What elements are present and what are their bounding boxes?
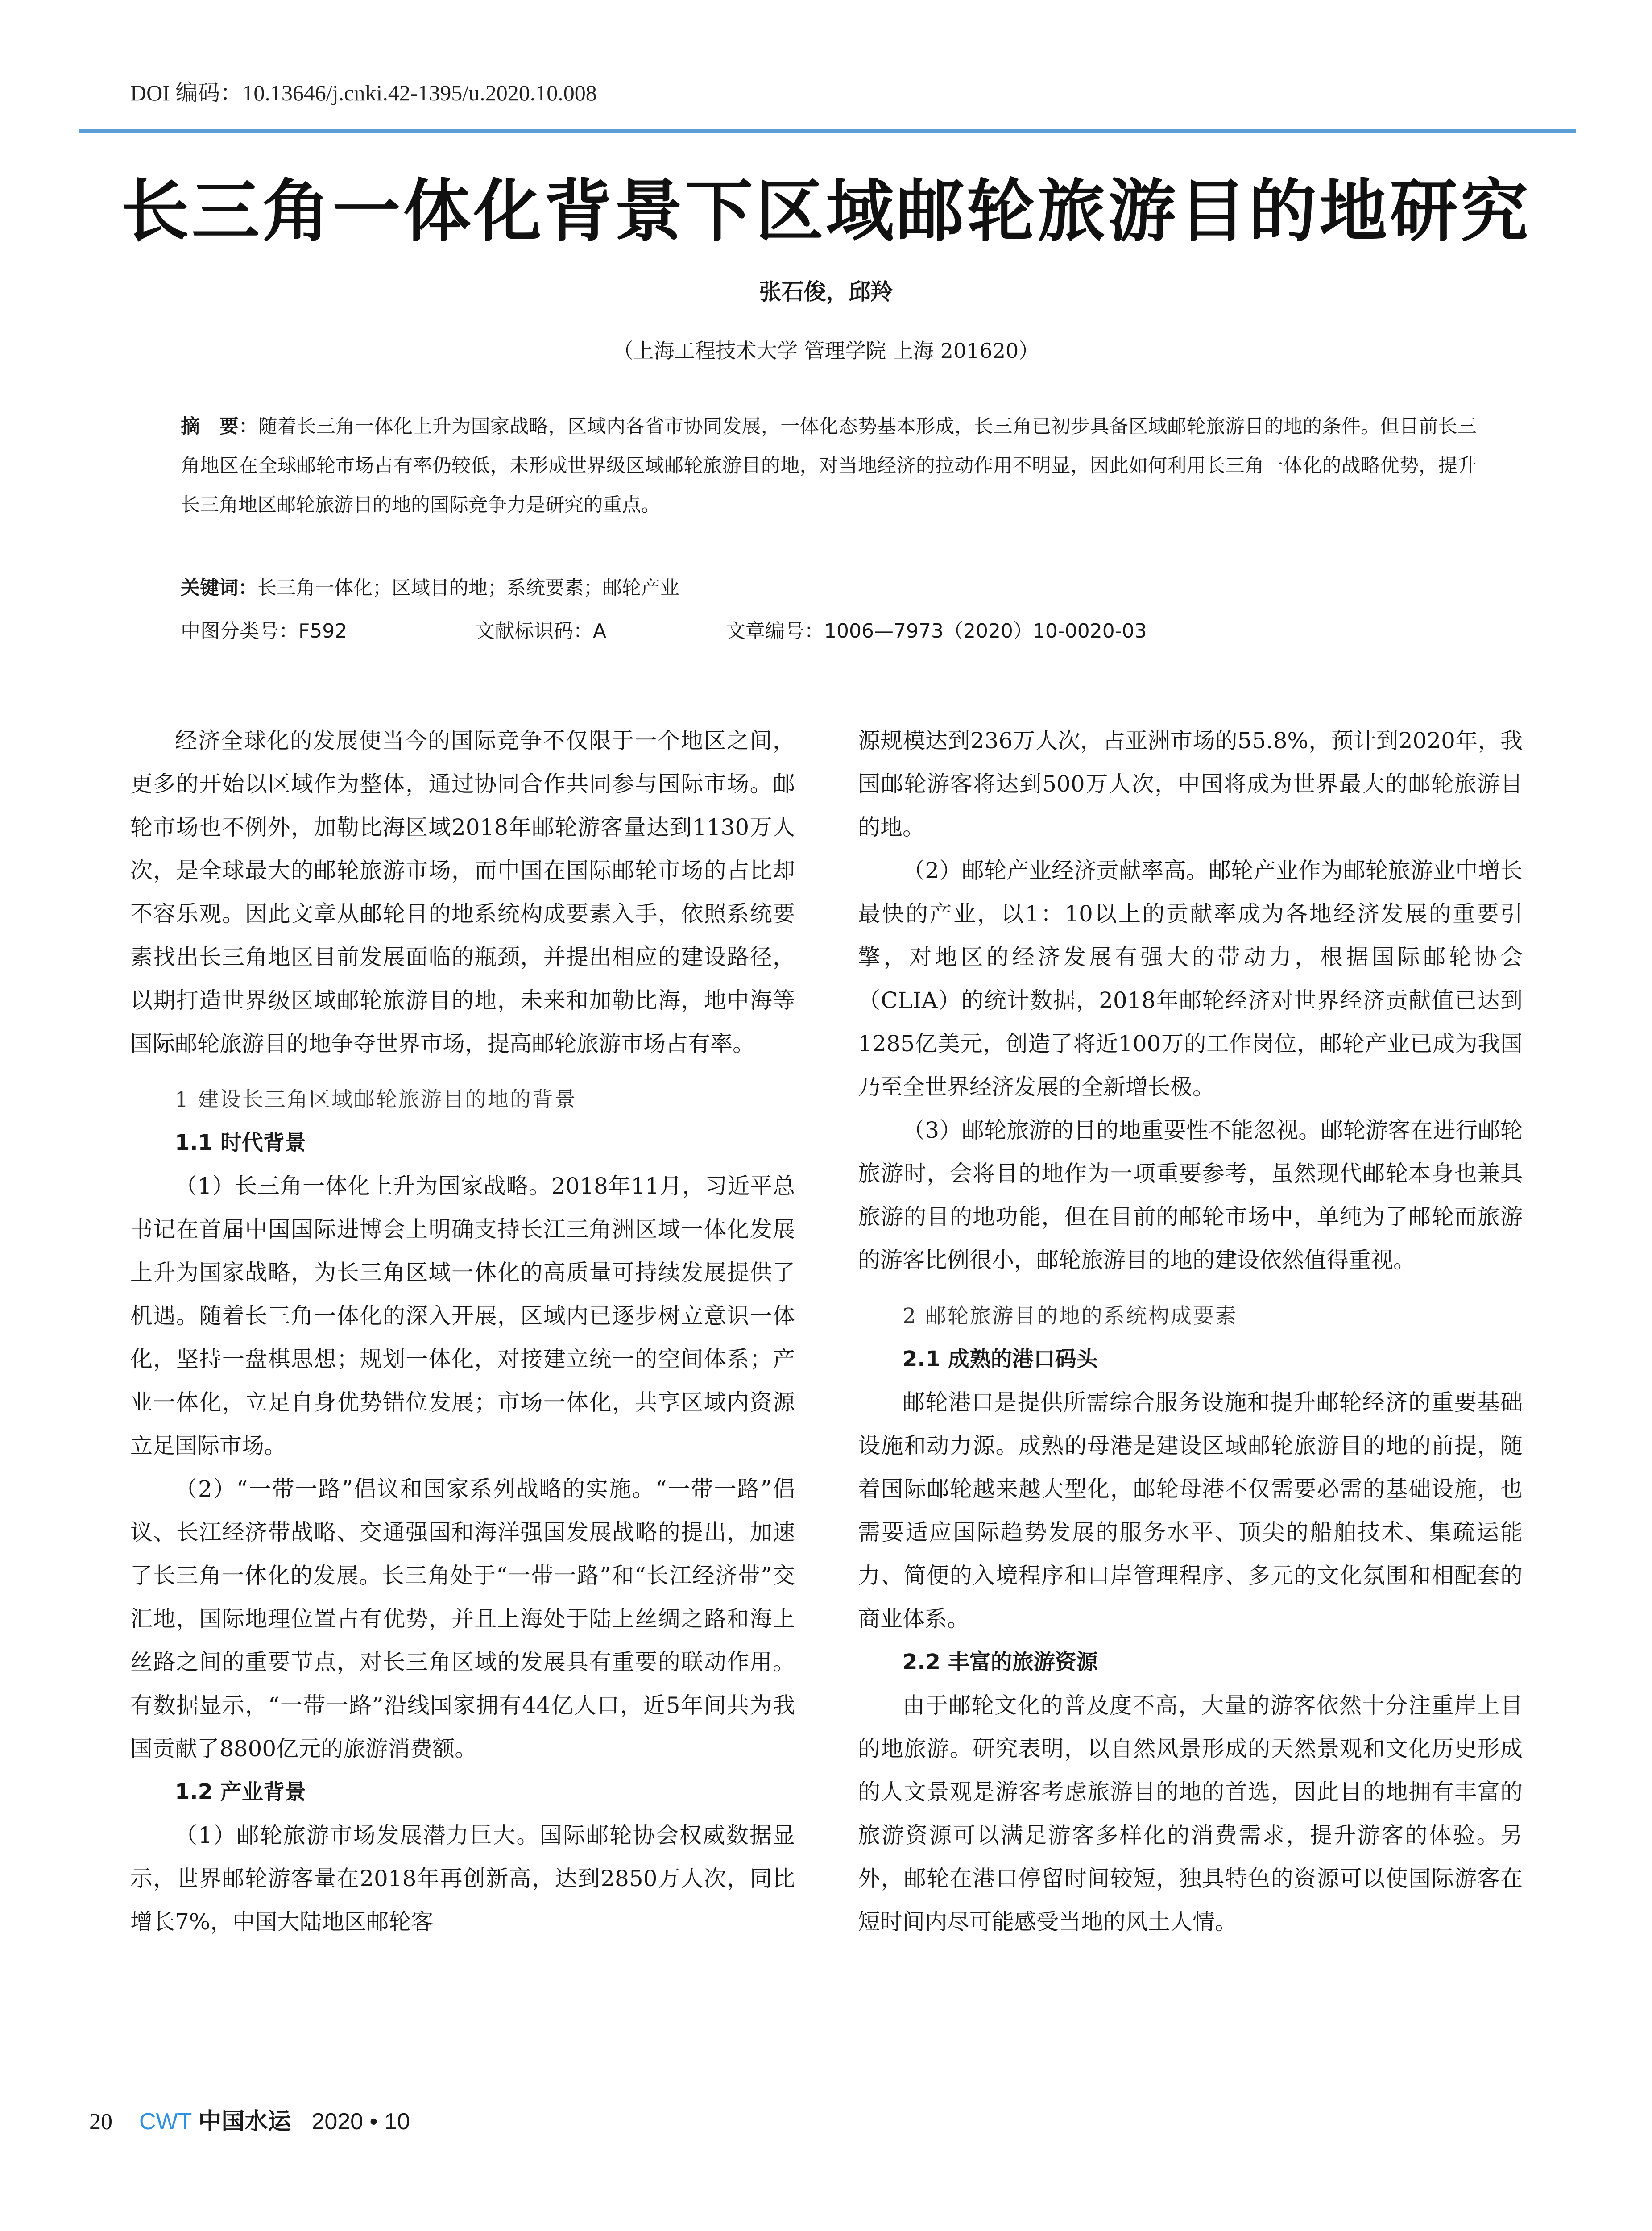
body-paragraph: （1）长三角一体化上升为国家战略。2018年11月，习近平总书记在首届中国国际进博会上明确支持长江三角洲区域一体化发展上升为国家战略，为长三角区域一体化的高质量可持续发展提供了机遇。随着长三角一体化的深入开展，区域内已逐步树立意识一体化，坚持一盘棋思想；规划一体化，对接建立统一的空间体系；产业一体化，立足自身优势错位发展；市场一体化，共享区域内资源立足国际市场。 bbox=[130, 1173, 795, 1459]
body-column-right bbox=[858, 719, 1523, 1944]
article-number: 文章编号：1006—7973（2020）10-0020-03 bbox=[726, 620, 1147, 643]
body-paragraph: （1）邮轮旅游市场发展潜力巨大。国际邮轮协会权威数据显示，世界邮轮游客量在2018年再创新高，达到2850万人次，同比增长7%，中国大陆地区邮轮客 bbox=[130, 1822, 795, 1935]
section-heading: 2 邮轮旅游目的地的系统构成要素 bbox=[903, 1304, 1238, 1328]
author-list: 张石俊，邱羚 bbox=[759, 279, 893, 305]
keywords-label: 关键词： bbox=[181, 577, 257, 599]
subsection-heading: 1.1 时代背景 bbox=[175, 1130, 306, 1155]
abstract bbox=[181, 407, 1477, 525]
page-footer bbox=[89, 2102, 410, 2136]
section-heading: 1 建设长三角区域邮轮旅游目的地的背景 bbox=[175, 1087, 577, 1112]
body-paragraph: 经济全球化的发展使当今的国际竞争不仅限于一个地区之间，更多的开始以区域作为整体，通过协同合作共同参与国际市场。邮轮市场也不例外，加勒比海区域2018年邮轮游客量达到1130万人次，是全球最大的邮轮旅游市场，而中国在国际邮轮市场的占比却不容乐观。因此文章从邮轮目的地系统构成要素入手，依照系统要素找出长三角地区目前发展面临的瓶颈，并提出相应的建设路径，以期打造世界级区域邮轮旅游目的地，未来和加勒比海，地中海等国际邮轮旅游目的地争夺世界市场，提高邮轮旅游市场占有率。 bbox=[130, 728, 795, 1057]
body-paragraph: 邮轮港口是提供所需综合服务设施和提升邮轮经济的重要基础设施和动力源。成熟的母港是建设区域邮轮旅游目的地的前提，随着国际邮轮越来越大型化，邮轮母港不仅需要必需的基础设施，也需要适应国际趋势发展的服务水平、顶尖的船舶技术、集疏运能力、简便的入境程序和口岸管理程序、多元的文化氛围和相配套的商业体系。 bbox=[858, 1389, 1523, 1632]
subsection-heading: 2.2 丰富的旅游资源 bbox=[903, 1650, 1098, 1675]
subsection-heading: 2.1 成熟的港口码头 bbox=[903, 1347, 1098, 1372]
document-code: 文献标识码：A bbox=[475, 620, 607, 643]
page-number: 20 bbox=[89, 2109, 112, 2135]
body-paragraph: （2）“一带一路”倡议和国家系列战略的实施。“一带一路”倡议、长江经济带战略、交通强国和海洋强国发展战略的提出，加速了长三角一体化的发展。长三角处于“一带一路”和“长江经济带”交汇地，国际地理位置占有优势，并且上海处于陆上丝绸之路和海上丝路之间的重要节点，对长三角区域的发展具有重要的联动作用。有数据显示，“一带一路”沿线国家拥有44亿人口，近5年间共为我国贡献了8800亿元的旅游消费额。 bbox=[130, 1476, 795, 1762]
subsection-heading: 1.2 产业背景 bbox=[175, 1779, 306, 1804]
body-paragraph: 由于邮轮文化的普及度不高，大量的游客依然十分注重岸上目的地旅游。研究表明，以自然风景形成的天然景观和文化历史形成的人文景观是游客考虑旅游目的地的首选，因此目的地拥有丰富的旅游资源可以满足游客多样化的消费需求，提升游客的体验。另外，邮轮在港口停留时间较短，独具特色的资源可以使国际游客在短时间内尽可能感受当地的风土人情。 bbox=[858, 1692, 1523, 1935]
journal-abbreviation: CWT bbox=[139, 2109, 192, 2135]
doi-line: DOI 编码：10.13646/j.cnki.42-1395/u.2020.10.008 bbox=[130, 80, 597, 105]
issue-number: 2020 • 10 bbox=[311, 2109, 410, 2135]
article-title: 长三角一体化背景下区域邮轮旅游目的地研究 bbox=[121, 171, 1531, 251]
affiliation: （上海工程技术大学 管理学院 上海 201620） bbox=[613, 339, 1039, 363]
journal-name: 中国水运 bbox=[198, 2108, 291, 2135]
body-column-left bbox=[130, 719, 795, 1944]
clc-number: 中图分类号：F592 bbox=[181, 620, 348, 643]
body-paragraph: 源规模达到236万人次，占亚洲市场的55.8%，预计到2020年，我国邮轮游客将达到500万人次，中国将成为世界最大的邮轮旅游目的地。 bbox=[858, 728, 1523, 840]
body-paragraph: （2）邮轮产业经济贡献率高。邮轮产业作为邮轮旅游业中增长最快的产业，以1：10以上的贡献率成为各地经济发展的重要引擎，对地区的经济发展有强大的带动力，根据国际邮轮协会（CLIA）的统计数据，2018年邮轮经济对世界经济贡献值已达到1285亿美元，创造了将近100万的工作岗位，邮轮产业已成为我国乃至全世界经济发展的全新增长极。 bbox=[858, 858, 1523, 1100]
abstract-text: 随着长三角一体化上升为国家战略，区域内各省市协同发展，一体化态势基本形成，长三角已初步具备区域邮轮旅游目的地的条件。但目前长三角地区在全球邮轮市场占有率仍较低，未形成世界级区域邮轮旅游目的地，对当地经济的拉动作用不明显，因此如何利用长三角一体化的战略优势，提升长三角地区邮轮旅游目的地的国际竞争力是研究的重点。 bbox=[181, 415, 1477, 516]
keywords bbox=[181, 573, 1477, 600]
abstract-label: 摘 要： bbox=[181, 415, 258, 438]
keywords-text: 长三角一体化；区域目的地；系统要素；邮轮产业 bbox=[257, 577, 679, 599]
header-rule bbox=[79, 129, 1576, 133]
body-paragraph: （3）邮轮旅游的目的地重要性不能忽视。邮轮游客在进行邮轮旅游时，会将目的地作为一项重要参考，虽然现代邮轮本身也兼具旅游的目的地功能，但在目前的邮轮市场中，单纯为了邮轮而旅游的游客比例很小，邮轮旅游目的地的建设依然值得重视。 bbox=[858, 1117, 1523, 1273]
